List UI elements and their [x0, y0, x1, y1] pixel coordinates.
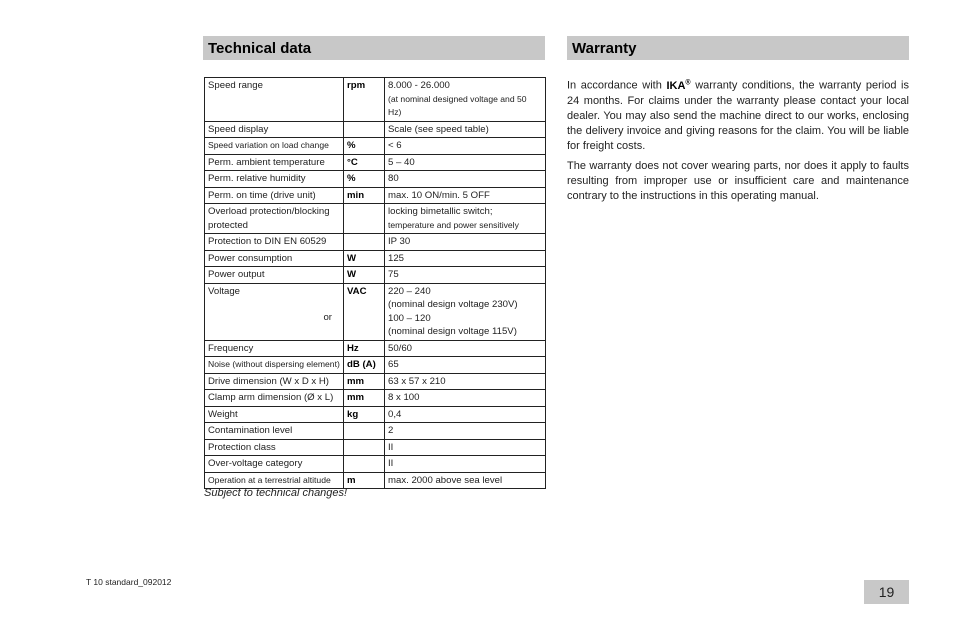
row-label: Speed display: [205, 121, 344, 138]
row-value-main: locking bimetallic switch;: [388, 206, 493, 217]
voltage-or-label: or: [323, 312, 332, 323]
technical-data-heading: Technical data: [203, 36, 545, 60]
row-label: Power output: [205, 267, 344, 284]
warranty-heading: Warranty: [567, 36, 909, 60]
table-row: [205, 267, 546, 284]
row-label: [205, 283, 344, 340]
row-label: Protection to DIN EN 60529: [205, 234, 344, 251]
row-value: 8 x 100: [385, 390, 546, 407]
brand-text: IKA: [666, 79, 686, 92]
warranty-intro: In accordance with: [567, 79, 662, 92]
row-label: Perm. on time (drive unit): [205, 187, 344, 204]
row-unit: kg: [344, 406, 385, 423]
row-value: 63 x 57 x 210: [385, 373, 546, 390]
table-row: [205, 456, 546, 473]
row-unit: W: [344, 267, 385, 284]
row-unit: [344, 456, 385, 473]
table-row: [205, 78, 546, 122]
row-value: Scale (see speed table): [385, 121, 546, 138]
row-label: Perm. ambient temperature: [205, 154, 344, 171]
table-row: [205, 204, 546, 234]
row-unit: m: [344, 472, 385, 489]
row-label: Power consumption: [205, 250, 344, 267]
row-value: max. 2000 above sea level: [385, 472, 546, 489]
row-value: < 6: [385, 138, 546, 155]
voltage-label: Voltage: [208, 285, 241, 297]
row-unit: [344, 423, 385, 440]
row-value: 5 – 40: [385, 154, 546, 171]
voltage-value-2: 100 – 120: [388, 312, 431, 324]
brand-name: [666, 80, 690, 92]
table-row: [205, 406, 546, 423]
row-label: Clamp arm dimension (Ø x L): [205, 390, 344, 407]
row-unit: mm: [344, 373, 385, 390]
registered-mark: ®: [685, 79, 691, 86]
warranty-body: warranty conditions, the warranty period is 24 months. For claims under the warranty please contact your local dealer. You may also send the machine direct to our works, enclosing the delivery invoice and giving reasons for the claim. You will be liable for freight costs.: [567, 79, 909, 153]
table-row: [205, 283, 546, 340]
row-unit: VAC: [344, 283, 385, 340]
row-label: Speed range: [205, 78, 344, 122]
row-value-note: (at nominal designed voltage and 50 Hz): [388, 93, 527, 117]
table-row: [205, 138, 546, 155]
row-value-note: temperature and power sensitively: [388, 219, 519, 230]
row-value: [385, 78, 546, 122]
table-row: [205, 357, 546, 374]
row-unit: Hz: [344, 340, 385, 357]
table-row: [205, 234, 546, 251]
row-value: II: [385, 456, 546, 473]
row-label: Protection class: [205, 439, 344, 456]
row-unit: mm: [344, 390, 385, 407]
row-label: Overload protection/blocking protected: [205, 204, 344, 234]
table-row: [205, 373, 546, 390]
row-label: Contamination level: [205, 423, 344, 440]
row-unit: %: [344, 138, 385, 155]
row-label: Perm. relative humidity: [205, 171, 344, 188]
row-unit: W: [344, 250, 385, 267]
row-value: 0,4: [385, 406, 546, 423]
table-row: [205, 121, 546, 138]
warranty-paragraph-2: The warranty does not cover wearing parts, nor does it apply to faults resulting from improper use or insufficient care and maintenance contrary to the instructions in this operating manual.: [567, 160, 909, 203]
row-value: 2: [385, 423, 546, 440]
row-unit: dB (A): [344, 357, 385, 374]
row-unit: [344, 234, 385, 251]
row-value: 65: [385, 357, 546, 374]
voltage-note-1: (nominal design voltage 230V): [388, 299, 518, 310]
row-label: Speed variation on load change: [205, 138, 344, 155]
row-label: Over-voltage category: [205, 456, 344, 473]
page-number: 19: [864, 580, 909, 604]
row-unit: %: [344, 171, 385, 188]
row-label: Operation at a terrestrial altitude: [205, 472, 344, 489]
row-unit: °C: [344, 154, 385, 171]
row-value: [385, 283, 546, 340]
row-value: 80: [385, 171, 546, 188]
row-value: max. 10 ON/min. 5 OFF: [385, 187, 546, 204]
row-value: II: [385, 439, 546, 456]
table-row: [205, 154, 546, 171]
subject-to-changes-note: Subject to technical changes!: [204, 487, 348, 499]
row-label: Weight: [205, 406, 344, 423]
warranty-paragraph-1: [567, 75, 909, 155]
row-unit: min: [344, 187, 385, 204]
table-row: [205, 250, 546, 267]
row-value: IP 30: [385, 234, 546, 251]
row-unit: [344, 204, 385, 234]
table-row: [205, 390, 546, 407]
row-value: 50/60: [385, 340, 546, 357]
row-label: Noise (without dispersing element): [205, 357, 344, 374]
technical-data-table: [204, 77, 546, 489]
document-code: T 10 standard_092012: [86, 577, 172, 587]
table-row: [205, 340, 546, 357]
row-value: [385, 204, 546, 234]
table-row: [205, 439, 546, 456]
table-row: [205, 423, 546, 440]
row-value: 125: [385, 250, 546, 267]
row-unit: rpm: [344, 78, 385, 122]
row-label: Frequency: [205, 340, 344, 357]
voltage-value-1: 220 – 240: [388, 285, 431, 297]
row-label: Drive dimension (W x D x H): [205, 373, 344, 390]
table-row: [205, 171, 546, 188]
voltage-note-2: (nominal design voltage 115V): [388, 326, 517, 337]
row-value-main: 8.000 - 26.000: [388, 80, 450, 91]
row-unit: [344, 439, 385, 456]
row-value: 75: [385, 267, 546, 284]
table-row: [205, 187, 546, 204]
row-unit: [344, 121, 385, 138]
